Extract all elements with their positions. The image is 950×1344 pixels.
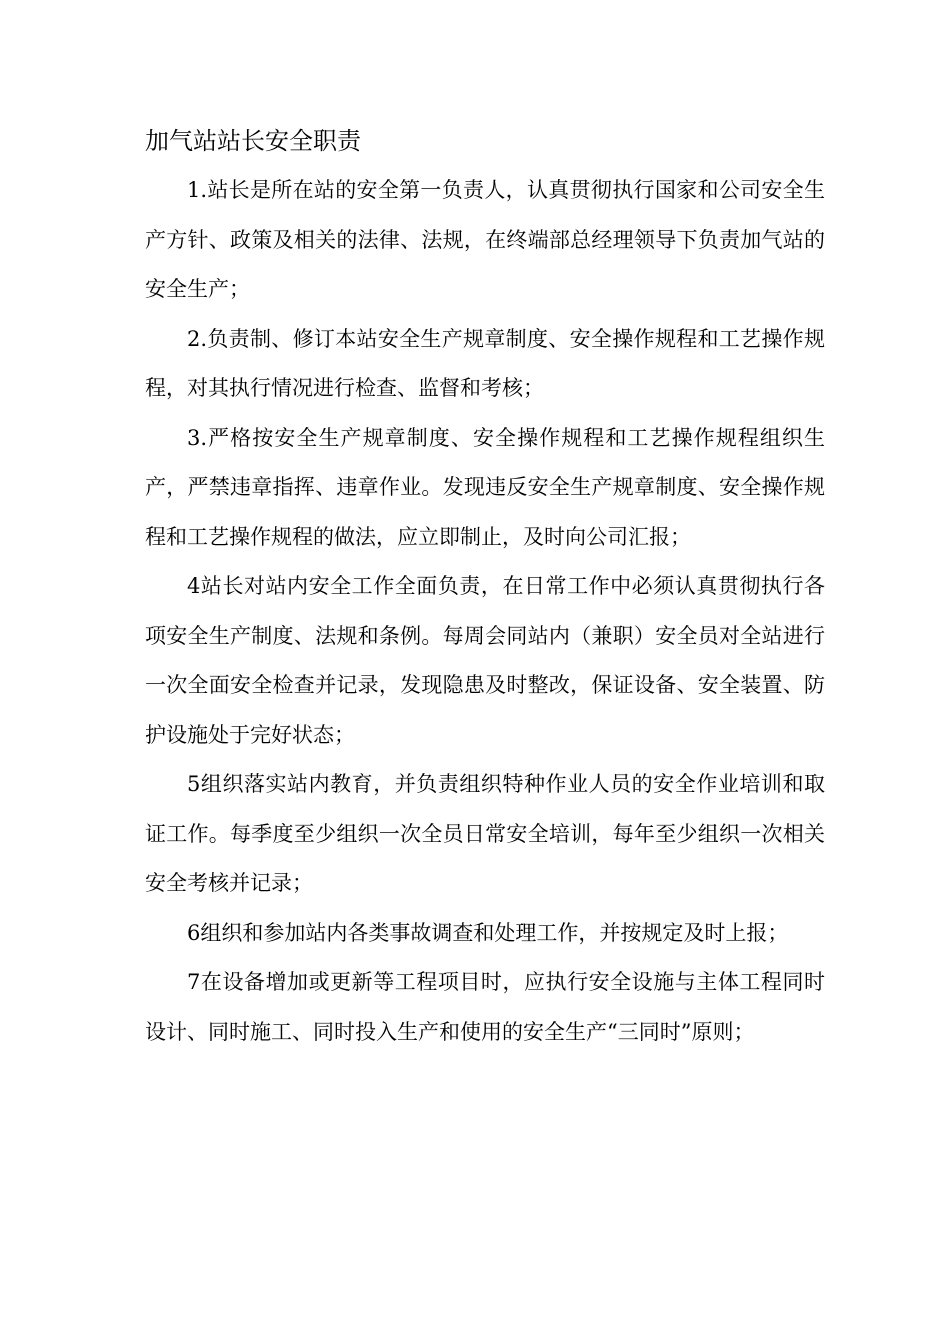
paragraph-3: 3.严格按安全生产规章制度、安全操作规程和工艺操作规程组织生产，严禁违章指挥、违章作业。发现违反安全生产规章制度、安全操作规程和工艺操作规程的做法，应立即制止，及时向公司汇报；	[145, 425, 825, 549]
page-title: 加气站站长安全职责	[145, 127, 361, 155]
paragraph-4: 4站长对站内安全工作全面负责，在日常工作中必须认真贯彻执行各项安全生产制度、法规和条例。每周会同站内（兼职）安全员对全站进行一次全面安全检查并记录，发现隐患及时整改，保证设备、安全装置、防护设施处于完好状态；	[145, 574, 825, 747]
paragraph-1: 1.站长是所在站的安全第一负责人，认真贯彻执行国家和公司安全生产方针、政策及相关的法律、法规，在终端部总经理领导下负责加气站的安全生产；	[145, 178, 825, 301]
paragraph-6: 6组织和参加站内各类事故调查和处理工作，并按规定及时上报；	[187, 920, 789, 945]
document-body	[145, 166, 825, 1057]
paragraph-5: 5组织落实站内教育，并负责组织特种作业人员的安全作业培训和取证工作。每季度至少组织一次全员日常安全培训，每年至少组织一次相关安全考核并记录；	[145, 772, 825, 895]
paragraph-2: 2.负责制、修订本站安全生产规章制度、安全操作规程和工艺操作规程，对其执行情况进行检查、监督和考核；	[145, 326, 825, 400]
paragraph-7: 7在设备增加或更新等工程项目时，应执行安全设施与主体工程同时设计、同时施工、同时投入生产和使用的安全生产“三同时”原则；	[145, 970, 825, 1044]
